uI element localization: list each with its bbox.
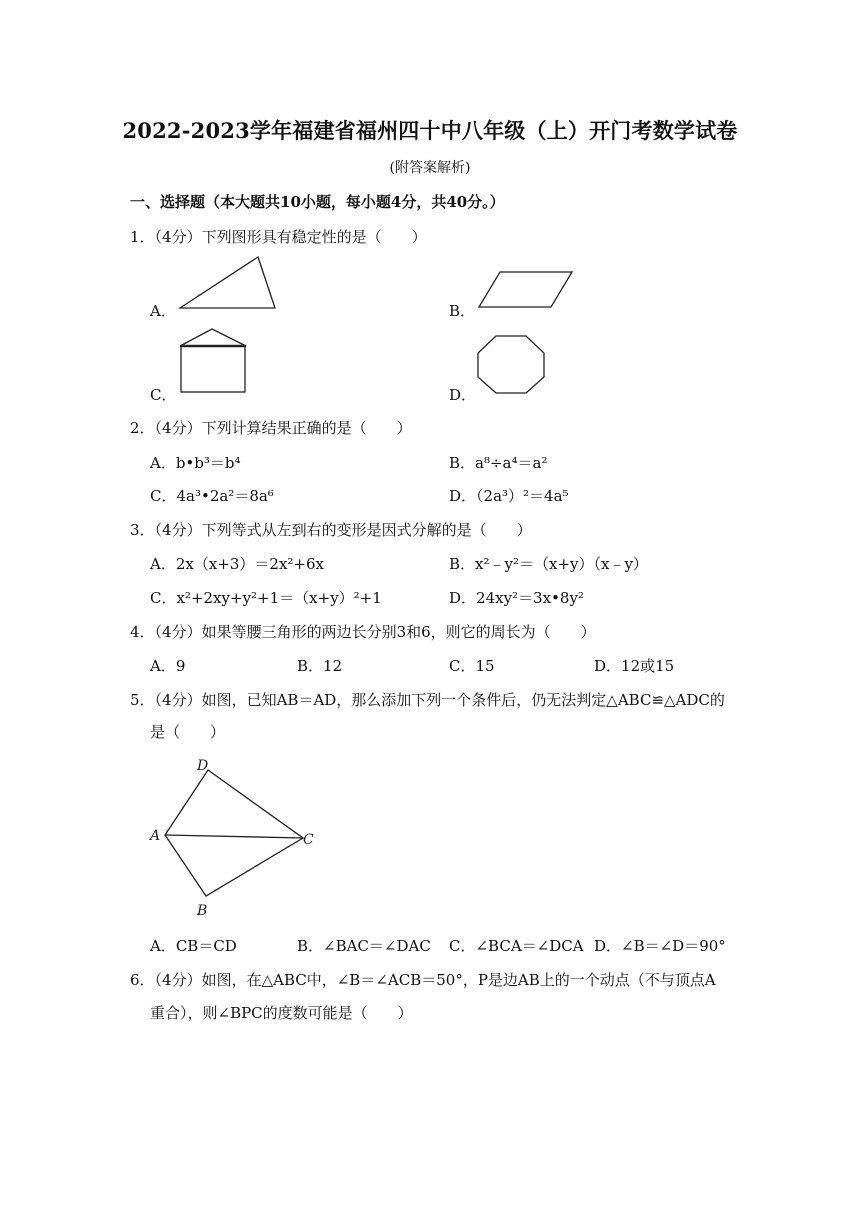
figure-diagonal-ac: [165, 835, 303, 838]
q4-option-c: C．15: [449, 657, 495, 675]
section-heading: 一、选择题（本大题共10小题，每小题4分，共40分。）: [130, 193, 505, 211]
question-6-stem-line2: 重合），则∠BPC的度数可能是（ ）: [150, 1004, 413, 1022]
q2-option-b: B．a⁸÷a⁴＝a²: [449, 454, 548, 472]
q3-option-a: A．2x（x+3）＝2x²+6x: [150, 555, 324, 573]
q2-option-a: A．b•b³＝b⁴: [150, 454, 241, 472]
question-1-stem: 1．（4分）下列图形具有稳定性的是（ ）: [130, 228, 427, 246]
q4-option-b: B．12: [297, 657, 343, 675]
q1-option-a-label: A．: [150, 302, 176, 320]
parallelogram-icon: [477, 270, 575, 310]
octagon-icon: [475, 334, 547, 396]
q2-option-d: D．（2a³）²＝4a⁵: [449, 487, 569, 505]
q3-option-c: C．x²+2xy+y²+1＝（x+y）²+1: [150, 589, 382, 607]
figure-outline: [165, 770, 303, 896]
triangle-icon: [178, 255, 278, 311]
question-4-stem: 4．（4分）如果等腰三角形的两边长分别3和6，则它的周长为（ ）: [130, 623, 596, 641]
house-shape-icon: [178, 327, 250, 395]
q5-option-d: D．∠B＝∠D＝90°: [594, 937, 726, 955]
vertex-label-c: C: [303, 832, 314, 848]
q5-option-b: B．∠BAC＝∠DAC: [297, 937, 431, 955]
q5-option-c: C．∠BCA＝∠DCA: [449, 937, 584, 955]
q4-option-a: A．9: [150, 657, 186, 675]
q4-option-d: D．12或15: [594, 657, 675, 675]
q5-option-a: A．CB＝CD: [150, 937, 237, 955]
question-2-stem: 2．（4分）下列计算结果正确的是（ ）: [130, 419, 412, 437]
q1-option-b-label: B．: [449, 302, 476, 320]
q1-option-c-label: C．: [150, 386, 177, 404]
question-5-stem-line2: 是（ ）: [150, 723, 226, 741]
vertex-label-d: D: [197, 758, 209, 774]
question-5-stem-line1: 5．（4分）如图，已知AB＝AD，那么添加下列一个条件后，仍无法判定△ABC≌△ADC的: [130, 691, 725, 709]
question-6-stem-line1: 6．（4分）如图，在△ABC中，∠B＝∠ACB＝50°，P是边AB上的一个动点（不与顶点A: [130, 971, 716, 989]
quadrilateral-figure: [145, 756, 325, 921]
page-subtitle: (附答案解析): [389, 160, 471, 176]
page-title: 2022-2023学年福建省福州四十中八年级（上）开门考数学试卷: [122, 118, 738, 143]
vertex-label-a: A: [150, 828, 161, 844]
q2-option-c: C．4a³•2a²＝8a⁶: [150, 487, 274, 505]
q1-option-d-label: D．: [449, 386, 477, 404]
q3-option-d: D．24xy²＝3x•8y²: [449, 589, 584, 607]
q3-option-b: B．x²﹣y²＝（x+y）（x﹣y）: [449, 555, 648, 573]
vertex-label-b: B: [197, 903, 208, 919]
question-3-stem: 3．（4分）下列等式从左到右的变形是因式分解的是（ ）: [130, 521, 532, 539]
